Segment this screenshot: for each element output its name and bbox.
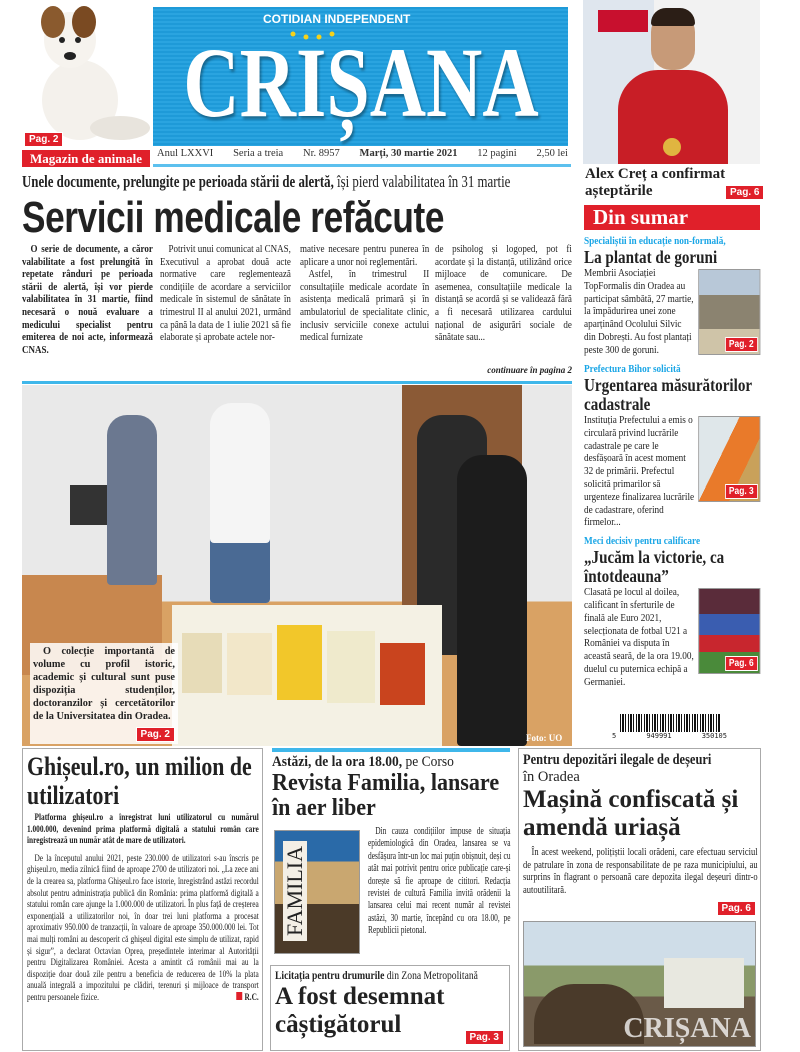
photo-credit: Foto: UO	[526, 733, 563, 743]
issue-pages: 12 pagini	[477, 148, 517, 159]
article-body	[27, 853, 259, 1004]
article-kicker	[272, 754, 486, 771]
familia-article[interactable]	[272, 754, 510, 960]
page-badge[interactable]: Pag. 3	[725, 484, 758, 499]
article-text: Din cauza condițiilor impuse de situația epidemiologică din Oradea, lansarea se va desfășura într-un loc mai puțin obișnuit, deși cu atât mai potrivit pentru orice publicație care-și dorește să fie aproape de cititori. Redacția revistei de cultură Familia invită orădenii la lansarea celui mai recent număr al revistei astăzi, 30 martie, începând cu ora 18.00, pe Republicii pietonal.	[368, 826, 511, 937]
item-text: Membrii Asociației TopFormalis din Oradea au participat sâmbătă, 27 martie, la împădurirea unei zone aparținând Ocolului Silvic din Dobrești. Au fost plantați peste 300 de goruni.	[584, 267, 694, 356]
watermark: CRIȘANA	[623, 1013, 751, 1044]
article-title[interactable]: Revista Familia, lansare în aer liber	[272, 770, 500, 821]
page-badge[interactable]: Pag. 6	[725, 185, 764, 200]
lead-col-3a: mative necesare pentru punerea în aplicare a unor noi reglementări.	[300, 244, 430, 268]
lead-col-2: Potrivit unui comunicat al CNAS, Executivul a aprobat două acte normative care reglementează condițiile de acordare a serviciilor medicale în sistemul de sănătate în trimestrul II al anului 2021, urmând ca până la data de 1 iulie 2021 să fie elaborate și aprobate actele nor-	[160, 244, 291, 344]
masthead-tagline: COTIDIAN INDEPENDENT	[263, 12, 411, 26]
truck-photo	[523, 921, 756, 1047]
item-title[interactable]: Urgentarea măsurătorilor cadastrale	[584, 375, 752, 414]
promo-label[interactable]: Magazin de animale	[22, 150, 150, 167]
sidebar-header: Din sumar	[584, 205, 760, 230]
lead-col-1: O serie de documente, a căror valabilitate a fost prelungită în repetate rânduri pe perioada stării de alertă, își vor pierde valabilitatea în 31 martie, fiind necesară o nouă evaluare a medicului specialist pentru emiterea de noi acte, informează CNAS.	[22, 244, 153, 356]
article-title[interactable]: Mașină confiscată și amendă uriașă	[523, 786, 739, 841]
sidebar-item[interactable]	[584, 362, 760, 529]
page-badge[interactable]: Pag. 6	[725, 656, 758, 671]
sidebar-list	[584, 234, 760, 689]
divider	[272, 748, 510, 752]
article-kicker: Pentru depozitări ilegale de deșeuri	[523, 752, 712, 768]
issue-number: Nr. 8957	[303, 148, 340, 159]
page-badge[interactable]: Pag. 6	[717, 901, 756, 916]
masina-article[interactable]	[518, 748, 761, 1051]
lead-headline[interactable]: Servicii medicale refăcute	[22, 193, 445, 242]
lead-kicker	[22, 172, 510, 192]
divider	[22, 381, 572, 384]
barcode-digit: 5	[612, 732, 617, 740]
article-kicker-2: în Oradea	[523, 769, 580, 785]
item-title[interactable]: „Jucăm la victorie, ca întotdeauna”	[584, 547, 725, 587]
item-text: Clasată pe locul al doilea, calificant în sferturile de finală ale Euro 2021, selecționata de fotbal U21 a României va disputa în această seară, de la ora 19.00, duelul cu puternica echipă a Germaniei.	[584, 586, 694, 688]
cover-word: FAMILIA	[283, 841, 307, 941]
article-text: În acest weekend, polițiștii locali orădeni, care efectuau serviciul de patrulare în zona de responsabilitate de pe raza municipiului, au surprins în flagrant o persoană care depozita ilegal deșeuri dintr-o autoutilitară.	[523, 847, 758, 896]
photo-caption: O colecție importantă de volume cu profil istoric, academic și cultural sunt puse dispoziția studenților, doctoranzilor și cercetătorilor de la Universitatea din Oradea.	[33, 646, 175, 722]
masthead-logo[interactable]	[153, 7, 568, 146]
divider	[153, 164, 571, 167]
barcode	[612, 714, 727, 744]
kicker-bold: Unele documente, prelungite pe perioada stării de alertă,	[22, 172, 334, 191]
article-title[interactable]: A fost desemnat câștigătorul	[275, 983, 445, 1038]
article-title[interactable]: Ghișeul.ro, un milion de utilizatori	[27, 752, 252, 810]
page-badge[interactable]: Pag. 2	[725, 337, 758, 352]
promo-right-title[interactable]: Alex Creț a confirmat așteptările	[585, 166, 726, 199]
kicker-rest: din Zona Metropolitană	[384, 968, 478, 982]
article-lead: Platforma ghișeul.ro a înregistrat luni utilizatorul cu numărul 1.000.000, devenind prima platformă digitală a statului român care înregistrează un număr atât de mare de utilizatori.	[27, 812, 259, 847]
medal-icon	[663, 138, 681, 156]
item-kicker: Meci decisiv pentru calificare	[584, 535, 701, 548]
article-body-text: De la începutul anului 2021, peste 230.000 de utilizatori s-au înscris pe ghișeul.ro, media zilnică fiind de aproape 2700 de utilizatori noi. „La zece ani de la crearea sa, platforma Ghișeul.ro face istorie, înregistrând astăzi recordul absolut pentru administrația publică din România: prima platformă digitală a statului român care ajunge la 1.000.000 de utilizatori. În plus față de creșterea exponențială a utilizatorilor noi, în doar trei luni platforma a procesat aproximativ 950.000 de tranzacții, în valoare de aproape 350.000.000 lei. Tot mai mulți români au descoperit că ghișeul digital este simplu de utilizat, rapid și sigur”, a declarat Octavian Oprea, președintele interimar al Autorității pentru Digitalizarea României. Acesta a amintit că românii mai au la dispoziție doar două zile pentru a beneficia de reducerea de 10% la plata anuală integrală a impozitului pe clădiri, terenuri și mijloace de transport pentru persoanele fizice.	[27, 852, 259, 1003]
sidebar-item[interactable]	[584, 534, 760, 688]
kicker-bold: Astăzi, de la ora 18.00,	[272, 754, 403, 770]
kicker-bold: Licitația pentru drumurile	[275, 968, 385, 982]
article-kicker	[275, 968, 478, 983]
kicker-rest: pe Corso	[402, 754, 454, 770]
item-title[interactable]: La plantat de goruni	[584, 247, 718, 267]
barcode-digit: 949991	[646, 732, 672, 740]
forest-photo	[698, 269, 760, 355]
magazine-cover	[274, 830, 360, 954]
surveyor-photo	[698, 416, 760, 502]
page-badge[interactable]: Pag. 2	[24, 132, 63, 147]
masthead-title: CRIȘANA	[182, 27, 539, 138]
dog-photo	[20, 0, 152, 150]
ghiseul-article[interactable]	[22, 748, 263, 1051]
end-mark-icon	[236, 992, 242, 1000]
issue-year: Anul LXXVI	[157, 148, 214, 159]
item-text: Instituția Prefectului a emis o circulară privind lucrările cadastrale pe care le desfășoară în acest moment 32 de primării. Prefectul solicită primarilor să urgenteze finalizarea lucrările de cadastrare, oferind firmelor...	[584, 414, 695, 529]
page-badge[interactable]: Pag. 3	[465, 1030, 504, 1045]
issue-series: Seria a treia	[233, 148, 284, 159]
sidebar-item[interactable]	[584, 234, 760, 357]
photo-caption-box	[30, 643, 178, 744]
lead-col-3	[300, 244, 429, 345]
issue-info	[157, 148, 568, 159]
item-kicker: Specialiștii în educație non-formală,	[584, 235, 726, 247]
continued-link[interactable]: continuare în pagina 2	[487, 365, 572, 375]
lead-col-3b: Astfel, în trimestrul II consultațiile medicale acordate în asistența medicală primară și în ambulatoriul de specialitate clinic, inclusiv serviciile conexe actului medical furnizate	[300, 269, 430, 344]
lead-col-4: de psiholog și logoped, pot fi acordate și la distanță, utilizând orice mijloace de comunicare. De asemenea, consultațiile medicale la distanță se acordă și se validează fără a fi necesară utilizarea cardului național de asigurări sociale de sănătate sau...	[435, 244, 572, 344]
item-kicker: Prefectura Bihor solicită	[584, 363, 681, 375]
licitatie-article[interactable]	[270, 965, 510, 1051]
page-badge[interactable]: Pag. 2	[136, 727, 175, 742]
athlete-photo[interactable]	[583, 0, 760, 164]
article-signature	[236, 992, 259, 1004]
kicker-rest: își pierd valabilitatea în 31 martie	[333, 172, 511, 191]
barcode-digit: 350105	[701, 732, 727, 740]
football-photo	[698, 588, 760, 674]
issue-date: Marți, 30 martie 2021	[359, 148, 458, 159]
issue-price: 2,50 lei	[536, 148, 568, 159]
signature: R.C.	[244, 991, 259, 1003]
